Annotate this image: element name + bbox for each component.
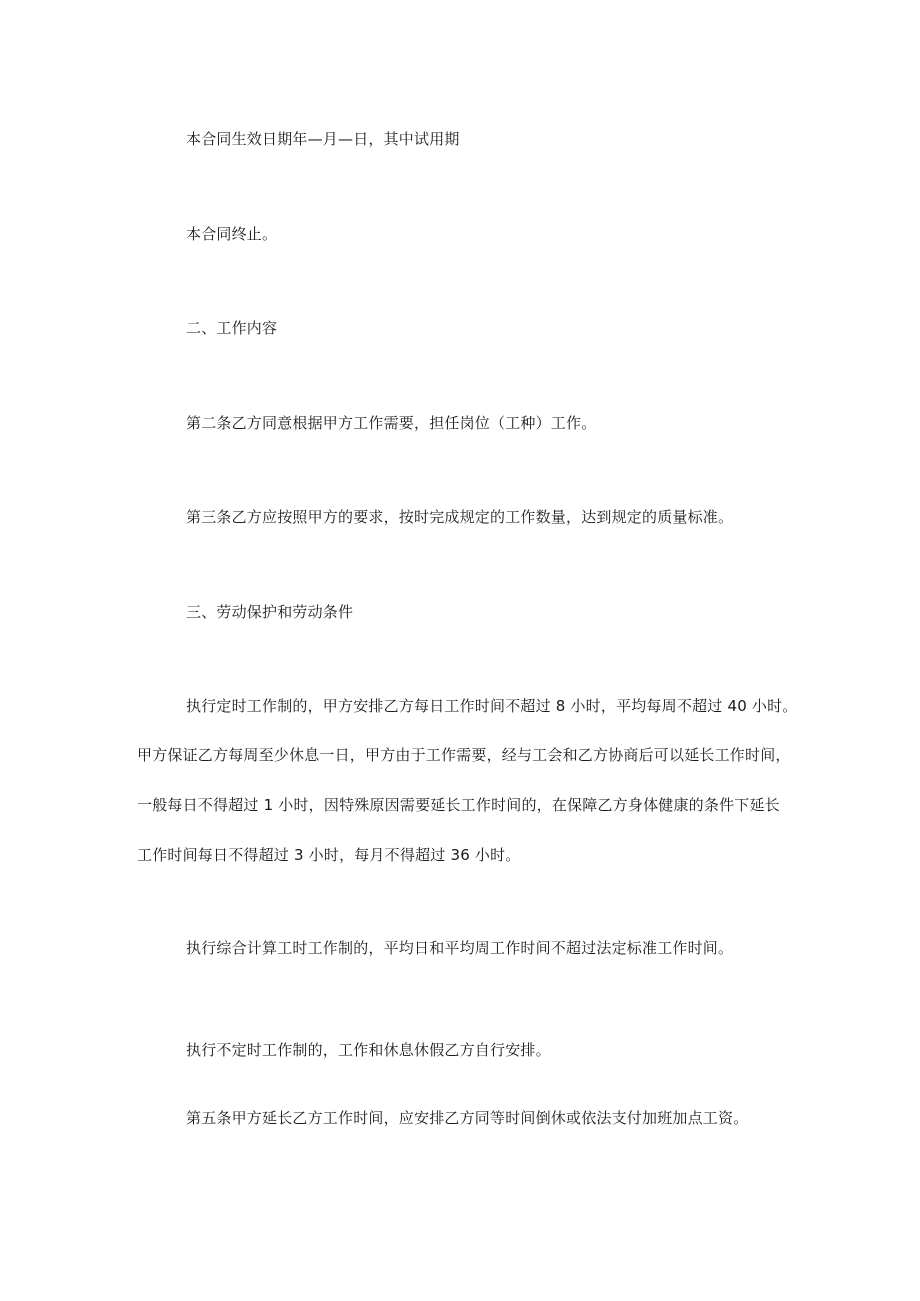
flexible-hours-paragraph: 执行不定时工作制的，工作和休息休假乙方自行安排。 [186, 1041, 551, 1059]
fixed-hours-paragraph-line-4: 工作时间每日不得超过 3 小时，每月不得超过 36 小时。 [137, 846, 521, 864]
contract-termination-line: 本合同终止。 [186, 225, 278, 243]
contract-effective-date-line: 本合同生效日期年—月—日，其中试用期 [186, 130, 460, 148]
article-three-paragraph: 第三条乙方应按照甲方的要求，按时完成规定的工作数量，达到规定的质量标准。 [186, 508, 734, 526]
fixed-hours-paragraph-line-3: 一般每日不得超过 1 小时，因特殊原因需要延长工作时间的，在保障乙方身体健康的条件下延长 [137, 796, 780, 814]
section-heading-labor-protection: 三、劳动保护和劳动条件 [186, 603, 354, 621]
fixed-hours-paragraph-line-1: 执行定时工作制的，甲方安排乙方每日工作时间不超过 8 小时，平均每周不超过 40 小时。 [186, 697, 798, 715]
section-heading-work-content: 二、工作内容 [186, 319, 278, 337]
comprehensive-hours-paragraph: 执行综合计算工时工作制的，平均日和平均周工作时间不超过法定标准工作时间。 [186, 939, 734, 957]
article-two-paragraph: 第二条乙方同意根据甲方工作需要，担任岗位（工种）工作。 [186, 414, 597, 432]
article-five-paragraph: 第五条甲方延长乙方工作时间，应安排乙方同等时间倒休或依法支付加班加点工资。 [186, 1109, 749, 1127]
fixed-hours-paragraph-line-2: 甲方保证乙方每周至少休息一日，甲方由于工作需要，经与工会和乙方协商后可以延长工作时间， [137, 746, 791, 764]
